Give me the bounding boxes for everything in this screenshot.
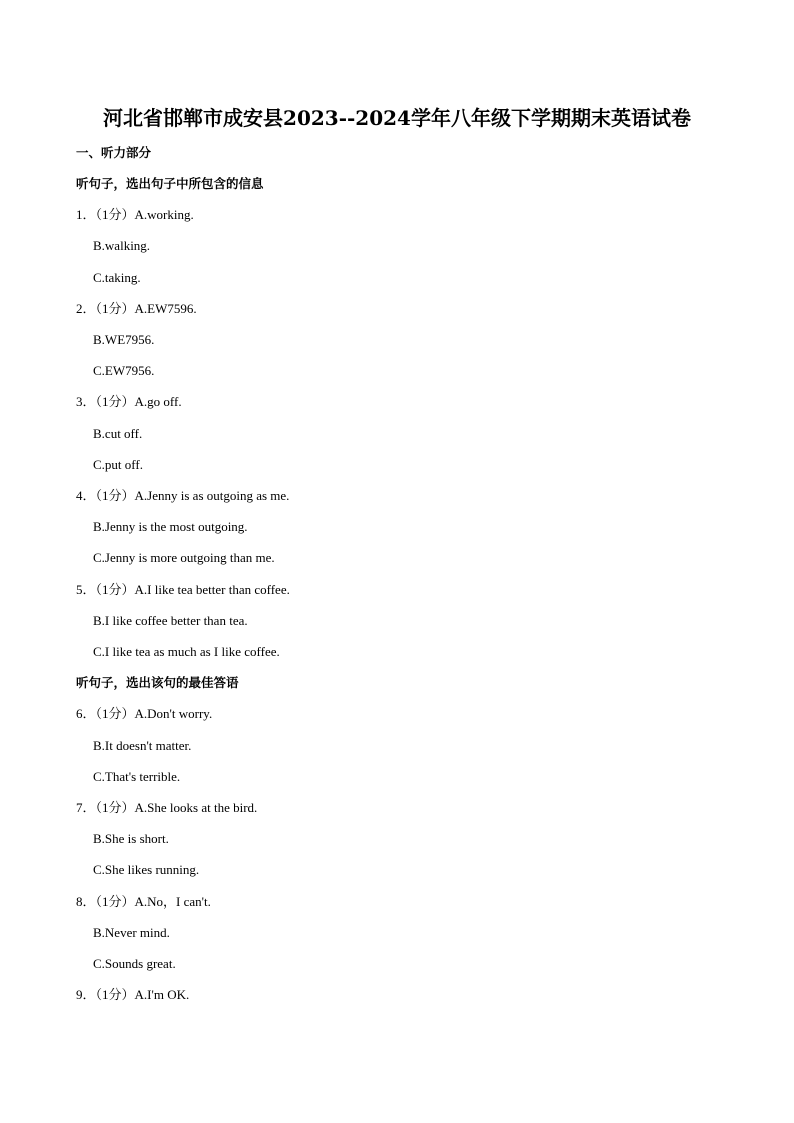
question-9 xyxy=(76,987,189,1003)
option-b: B.cut off. xyxy=(93,426,143,441)
option-c: C.Sounds great. xyxy=(93,956,176,971)
option-a: A.EW7596. xyxy=(134,301,197,316)
question-number: 7． xyxy=(76,800,96,815)
option-c: C.She likes running. xyxy=(93,862,200,877)
question-number: 8． xyxy=(76,894,96,909)
option-a: A.She looks at the bird. xyxy=(134,800,258,815)
question-number: 1． xyxy=(76,207,96,222)
option-a: A.working. xyxy=(134,207,194,222)
option-b: B.She is short. xyxy=(93,831,169,846)
option-b: B.It doesn't matter. xyxy=(93,738,192,753)
question-3 xyxy=(76,394,182,410)
question-number: 5． xyxy=(76,582,96,597)
question-number: 2． xyxy=(76,301,96,316)
question-score: （1分） xyxy=(95,394,135,409)
question-score: （1分） xyxy=(95,987,135,1002)
question-score: （1分） xyxy=(95,207,135,222)
question-score: （1分） xyxy=(95,488,135,503)
question-number: 9． xyxy=(76,987,96,1002)
section-heading-listening: 一、听力部分 xyxy=(76,145,152,160)
question-number: 6． xyxy=(76,706,96,721)
option-a: A.Jenny is as outgoing as me. xyxy=(134,488,290,503)
question-score: （1分） xyxy=(95,301,135,316)
option-b: B.Jenny is the most outgoing. xyxy=(93,519,248,534)
option-a: A.No，I can't. xyxy=(134,894,211,909)
question-number: 4． xyxy=(76,488,96,503)
option-c: C.EW7956. xyxy=(93,363,155,378)
page-title: 河北省邯郸市成安县2023--2024学年八年级下学期期末英语试卷 xyxy=(103,106,691,130)
question-7 xyxy=(76,800,257,816)
option-c: C.I like tea as much as I like coffee. xyxy=(93,644,280,659)
option-b: B.I like coffee better than tea. xyxy=(93,613,248,628)
question-score: （1分） xyxy=(95,894,135,909)
question-number: 3． xyxy=(76,394,96,409)
option-a: A.Don't worry. xyxy=(134,706,213,721)
option-c: C.That's terrible. xyxy=(93,769,181,784)
option-c: C.taking. xyxy=(93,270,141,285)
question-score: （1分） xyxy=(95,706,135,721)
question-8 xyxy=(76,894,211,910)
option-b: B.Never mind. xyxy=(93,925,170,940)
question-4 xyxy=(76,488,289,504)
option-c: C.Jenny is more outgoing than me. xyxy=(93,550,275,565)
question-5 xyxy=(76,582,290,598)
option-b: B.WE7956. xyxy=(93,332,155,347)
option-a: A.I like tea better than coffee. xyxy=(134,582,290,597)
option-b: B.walking. xyxy=(93,238,151,253)
option-a: A.I'm OK. xyxy=(134,987,190,1002)
question-6 xyxy=(76,706,212,722)
option-a: A.go off. xyxy=(134,394,182,409)
question-score: （1分） xyxy=(95,582,135,597)
option-c: C.put off. xyxy=(93,457,143,472)
question-2 xyxy=(76,301,197,317)
part-instruction-2: 听句子，选出该句的最佳答语 xyxy=(76,675,239,690)
question-score: （1分） xyxy=(95,800,135,815)
question-1 xyxy=(76,207,194,223)
part-instruction-1: 听句子，选出句子中所包含的信息 xyxy=(76,176,264,191)
